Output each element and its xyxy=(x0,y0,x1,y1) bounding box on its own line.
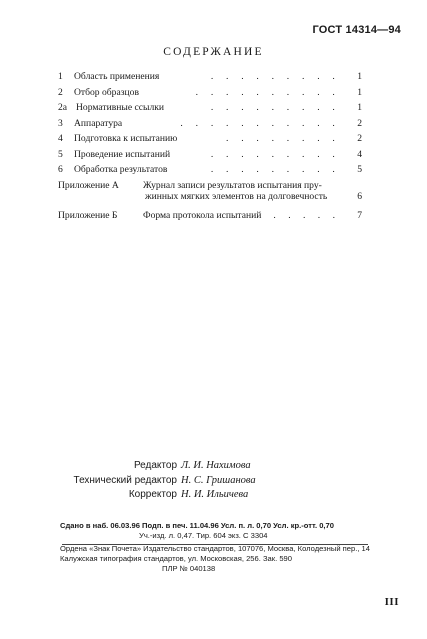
toc-item[interactable] xyxy=(58,117,362,133)
toc-leader-dots: . . . . . . . . . xyxy=(210,71,340,82)
toc-item-page: 1 xyxy=(357,71,362,82)
toc-appendix-b[interactable] xyxy=(58,209,362,223)
toc-leader-dots: . . . . . . . . . xyxy=(210,164,340,175)
toc-leader-dots: . . . . . . . . . . xyxy=(195,86,340,98)
toc-item-number: 2а xyxy=(58,102,68,113)
appendix-label: Приложение А xyxy=(58,179,119,191)
toc-item[interactable] xyxy=(58,70,362,86)
toc-item[interactable] xyxy=(58,132,362,148)
toc-item-number: 3 xyxy=(58,117,63,129)
toc-appendix-a[interactable] xyxy=(58,180,362,203)
appendix-label: Приложение Б xyxy=(58,209,118,221)
toc-item-page: 1 xyxy=(357,102,362,113)
credit-role: Корректор xyxy=(128,489,177,500)
credit-role: Технический редактор xyxy=(73,474,177,486)
credit-name: Л. И. Нахимова xyxy=(181,460,251,471)
toc-leader-dots: . . . . . . . . . xyxy=(210,148,340,160)
standard-code: ГОСТ 14314—94 xyxy=(312,24,401,36)
toc-item-page: 4 xyxy=(357,148,362,160)
toc-item-number: 4 xyxy=(58,133,63,144)
toc-leader-dots: . . . . . . . . . xyxy=(210,102,340,113)
editorial-credits xyxy=(0,459,427,503)
credit-technical-editor xyxy=(0,474,427,489)
toc-item-title: Обработка результатов xyxy=(74,164,168,175)
toc-item[interactable] xyxy=(58,163,362,179)
toc-item-number: 6 xyxy=(58,164,63,175)
toc-item-page: 1 xyxy=(357,86,362,98)
toc-item-number: 2 xyxy=(58,86,63,98)
toc-leader-dots: . . . . . . . . . . . xyxy=(180,117,340,129)
toc-item-number: 5 xyxy=(58,148,63,160)
appendix-title: Форма протокола испытаний xyxy=(143,209,262,221)
toc-item[interactable] xyxy=(58,101,362,117)
credit-name: Н. И. Ильичева xyxy=(181,489,249,500)
printing-line: Сдано в наб. 06.03.96 Подп. в печ. 11.04.96 Усл. п. л. 0,70 Усл. кр.-отт. 0,70 xyxy=(60,521,334,530)
toc-item-page: 2 xyxy=(357,133,362,144)
toc-item[interactable] xyxy=(58,148,362,164)
appendix-title-line: Журнал записи результатов испытания пру- xyxy=(143,179,322,191)
table-of-contents xyxy=(58,70,362,223)
publisher-line: Ордена «Знак Почета» Издательство стандартов, 107076, Москва, Колодезный пер., 14 xyxy=(60,544,371,553)
toc-item-title: Проведение испытаний xyxy=(74,148,171,160)
printing-line: Уч.-изд. л. 0,47. Тир. 604 экз. С 3304 xyxy=(139,531,268,540)
credit-proofreader xyxy=(0,488,427,503)
toc-leader-dots: . . . . . xyxy=(273,209,340,221)
credit-name: Н. С. Гришанова xyxy=(181,474,256,486)
credit-editor xyxy=(0,459,427,474)
toc-item-page: 7 xyxy=(357,209,362,221)
publisher-line: ПЛР № 040138 xyxy=(162,564,216,573)
appendix-title-line: жинных мягких элементов на долговечность xyxy=(145,191,328,202)
toc-item-title: Нормативные ссылки xyxy=(76,102,165,113)
toc-item-number: 1 xyxy=(58,71,63,82)
page-number: III xyxy=(384,596,399,608)
toc-item-page: 2 xyxy=(357,117,362,129)
toc-item-title: Аппаратура xyxy=(74,117,123,129)
toc-item-title: Область применения xyxy=(74,71,160,82)
publisher-line: Калужская типография стандартов, ул. Московская, 256. Зак. 590 xyxy=(60,554,292,563)
toc-leader-dots: . . . . . . . . xyxy=(226,133,340,144)
toc-item-page: 6 xyxy=(357,191,362,202)
toc-item-title: Отбор образцов xyxy=(74,86,139,98)
toc-item-title: Подготовка к испытанию xyxy=(74,133,178,144)
toc-item[interactable] xyxy=(58,86,362,102)
toc-title: СОДЕРЖАНИЕ xyxy=(163,46,264,58)
credit-role: Редактор xyxy=(133,460,177,471)
toc-item-page: 5 xyxy=(357,164,362,175)
